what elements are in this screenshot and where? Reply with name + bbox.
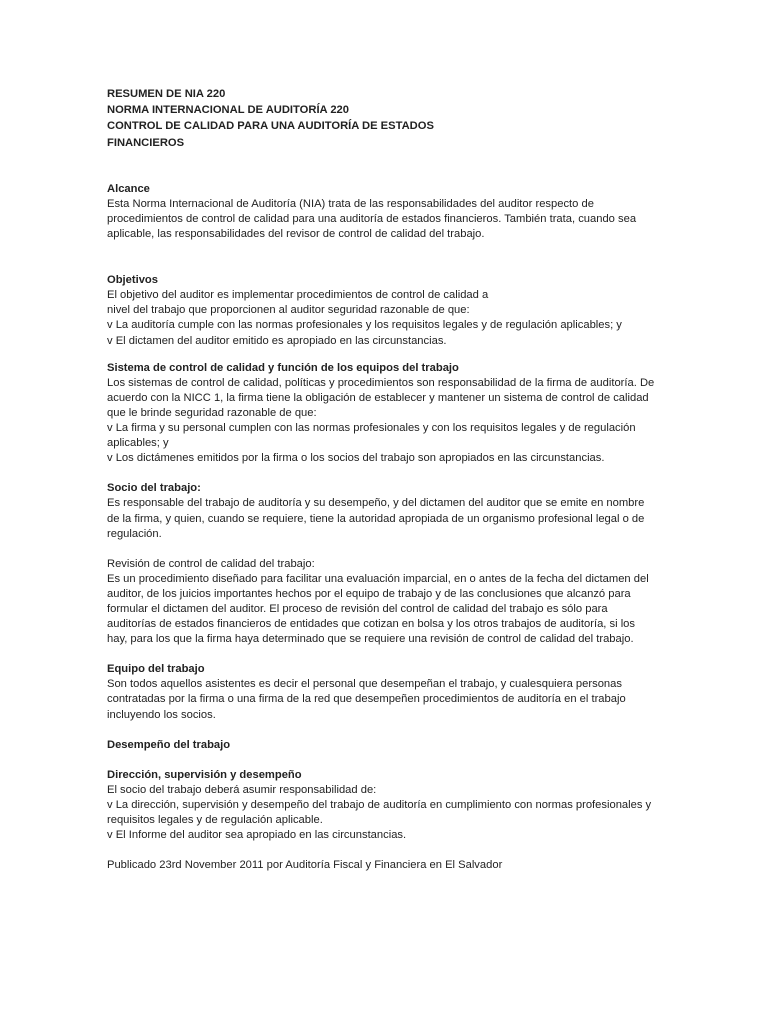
paragraph-line: incluyendo los socios. xyxy=(107,708,216,721)
section-heading-equipo: Equipo del trabajo xyxy=(107,663,205,676)
bullet-line: v La dirección, supervisión y desempeño del trabajo de auditoría en cumplimiento con normas profesionales y xyxy=(107,798,652,811)
title-line-3: CONTROL DE CALIDAD PARA UNA AUDITORÍA DE ESTADOS xyxy=(107,120,434,133)
title-line-2: NORMA INTERNACIONAL DE AUDITORÍA 220 xyxy=(107,104,349,117)
paragraph-line: El objetivo del auditor es implementar procedimientos de control de calidad a xyxy=(107,289,489,302)
section-heading-socio: Socio del trabajo: xyxy=(107,482,201,495)
section-objetivos xyxy=(107,273,668,348)
paragraph-line: Es responsable del trabajo de auditoría y su desempeño, y del dictamen del auditor que se emite en nombre xyxy=(107,497,645,510)
document-title xyxy=(107,86,668,151)
bullet-line: v El Informe del auditor sea apropiado en las circunstancias. xyxy=(107,829,407,842)
section-heading-revision: Revisión de control de calidad del trabajo: xyxy=(107,557,315,570)
paragraph-line: que le brinde seguridad razonable de que: xyxy=(107,406,317,419)
paragraph-line: de la firma, y quien, cuando se requiere, tiene la autoridad apropiada de un organismo profesional legal o de xyxy=(107,512,645,525)
paragraph-line: nivel del trabajo que proporcionen al auditor seguridad razonable de que: xyxy=(107,304,470,317)
bullet-line: v Los dictámenes emitidos por la firma o los socios del trabajo son apropiados en las circunstancias. xyxy=(107,452,605,465)
section-heading-direccion: Dirección, supervisión y desempeño xyxy=(107,768,302,781)
section-heading-sistema: Sistema de control de calidad y función de los equipos del trabajo xyxy=(107,361,459,374)
paragraph-line: regulación. xyxy=(107,527,162,540)
paragraph-line: auditorías de estados financieros de entidades que cotizan en bolsa y los otros trabajos de auditoría, si los xyxy=(107,618,636,631)
bullet-line: v La auditoría cumple con las normas profesionales y los requisitos legales y de regulación aplicables; y xyxy=(107,319,622,332)
bullet-line: v La firma y su personal cumplen con las normas profesionales y con los requisitos legales y de regulación xyxy=(107,422,636,435)
section-equipo xyxy=(107,662,668,722)
section-heading-desempeno: Desempeño del trabajo xyxy=(107,738,231,751)
paragraph-line: auditor, de los juicios importantes hechos por el equipo de trabajo y de las conclusiones que alcanzó para xyxy=(107,587,631,600)
section-heading-objetivos: Objetivos xyxy=(107,274,158,287)
paragraph-line: contratadas por la firma o una firma de la red que desempeñen procedimientos de auditoría en el trabajo xyxy=(107,693,626,706)
paragraph-line: formular el dictamen del auditor. El proceso de revisión del control de calidad del trabajo es sólo para xyxy=(107,602,608,615)
paragraph-line: aplicables; y xyxy=(107,437,169,450)
title-line-4: FINANCIEROS xyxy=(107,136,185,149)
paragraph-line: procedimientos de control de calidad para una auditoría de estados financieros. También trata, cuando sea xyxy=(107,213,637,225)
section-revision xyxy=(107,557,668,648)
paragraph-line: hay, para los que la firma haya determinado que se requiere una revisión de control de calidad del trabajo. xyxy=(107,633,634,646)
paragraph-line: Es un procedimiento diseñado para facilitar una evaluación imparcial, en o antes de la fecha del dictamen del xyxy=(107,572,649,585)
paragraph-line: aplicable, las responsabilidades del revisor de control de calidad del trabajo. xyxy=(107,228,485,241)
section-alcance xyxy=(107,182,668,242)
paragraph-line: Los sistemas de control de calidad, políticas y procedimientos son responsabilidad de la firma de auditoría. De xyxy=(107,376,655,389)
publication-footer xyxy=(107,858,668,873)
paragraph-line: El socio del trabajo deberá asumir responsabilidad de: xyxy=(107,783,377,796)
bullet-line: v El dictamen del auditor emitido es apropiado en las circunstancias. xyxy=(107,334,447,347)
section-socio xyxy=(107,481,668,541)
paragraph-line: Son todos aquellos asistentes es decir el personal que desempeñan el trabajo, y cualesquiera personas xyxy=(107,678,622,691)
paragraph-line: acuerdo con la NICC 1, la firma tiene la obligación de establecer y mantener un sistema de control de calidad xyxy=(107,391,649,404)
published-note: Publicado 23rd November 2011 por Auditoría Fiscal y Financiera en El Salvador xyxy=(107,859,503,872)
section-direccion xyxy=(107,768,668,843)
paragraph-line: requisitos legales y de regulación aplicable. xyxy=(107,814,323,826)
section-sistema xyxy=(107,361,668,467)
section-heading-alcance: Alcance xyxy=(107,182,150,195)
section-desempeno xyxy=(107,738,668,753)
paragraph-line: Esta Norma Internacional de Auditoría (NIA) trata de las responsabilidades del auditor respecto de xyxy=(107,197,594,210)
title-line-1: RESUMEN DE NIA 220 xyxy=(107,88,226,100)
